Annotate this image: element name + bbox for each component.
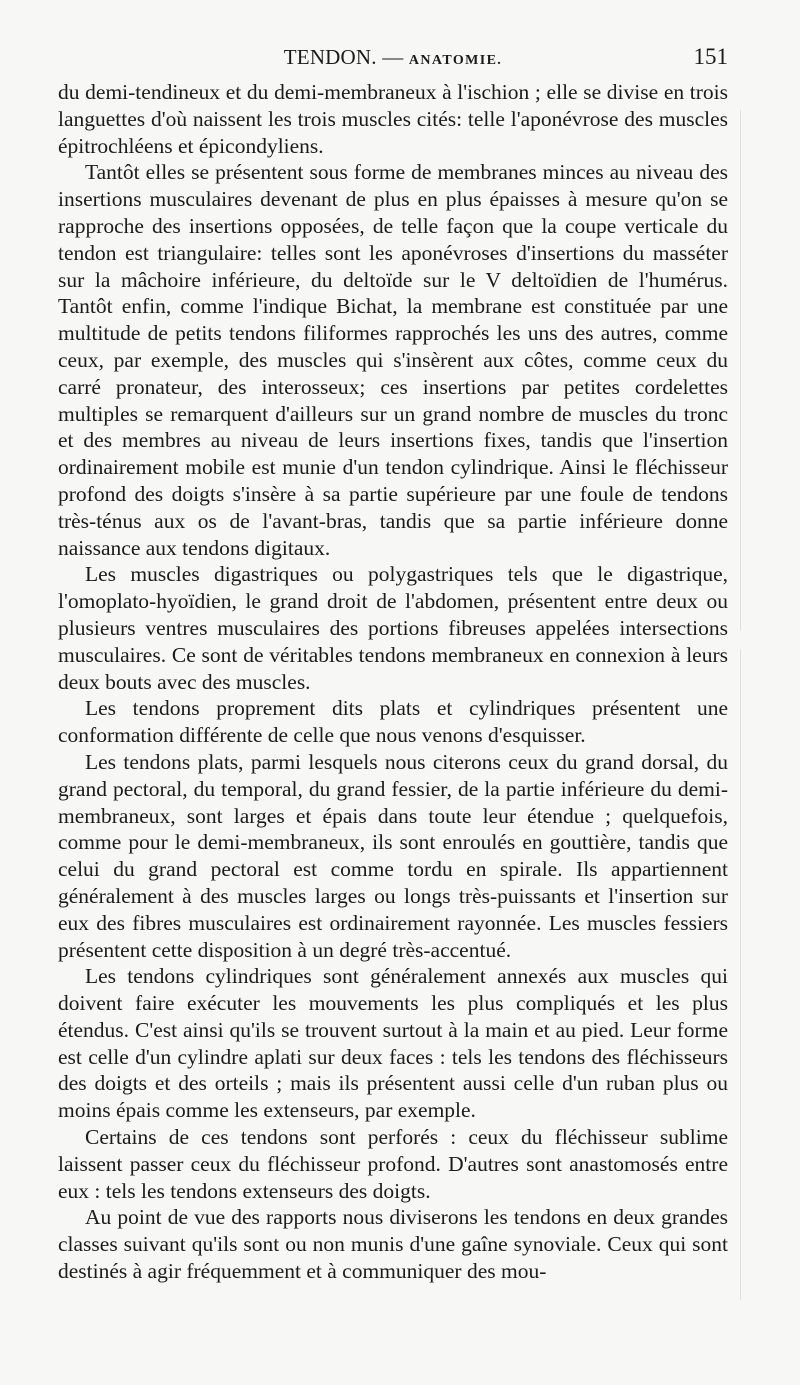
running-title (58, 42, 728, 76)
title-tendon: TENDON. (283, 45, 377, 69)
paragraph-3: Les muscles digastriques ou polygastriques tels que le digastrique, l'omoplato-hyoïdien, le grand droit de l'abdomen, présentent entre deux ou plusieurs ventres musculaires des portions fibreuses appelées intersections musculaires. Ce sont de véritables tendons membraneux en connexion à leurs deux bouts avec des muscles. (58, 562, 728, 694)
title-anatomie: ANATOMIE. (408, 53, 503, 68)
paragraph-5: Les tendons plats, parmi lesquels nous citerons ceux du grand dorsal, du grand pectoral, du temporal, du grand fessier, de la partie inférieure du demi-membraneux, sont larges et épais dans toute leur étendue ; quelquefois, comme pour le demi-membraneux, ils sont enroulés en gouttière, tandis que celui du grand pectoral est comme tordu en spirale. Ils appartiennent généralement à des muscles larges ou longs très-puissants et l'insertion sur eux des fibres musculaires est ordinairement rayonnée. Les muscles fessiers présentent cette disposition à un degré très-accentué. (58, 749, 728, 962)
paragraph-2: Tantôt elles se présentent sous forme de membranes minces au niveau des insertions musculaires devenant de plus en plus épaisses à mesure qu'on se rapproche des insertions opposées, de telle façon que la coupe verticale du tendon est triangulaire: telles sont les aponévroses d'insertions du masséter sur la mâchoire inférieure, du deltoïde sur le V deltoïdien de l'humérus. Tantôt enfin, comme l'indique Bichat, la membrane est constituée par une multitude de petits tendons filiformes rapprochés les uns des autres, comme ceux, par exemple, des muscles qui s'insèrent aux côtes, comme ceux du carré pronateur, des interosseux; ces insertions par petites cordelettes multiples se remarquent d'ailleurs sur un grand nombre de muscles du tronc et des membres au niveau de leurs insertions fixes, tandis que l'insertion ordinairement mobile est munie d'un tendon cylindrique. Ainsi le fléchisseur profond des doigts s'insère à sa partie supérieure par une foule de tendons très-ténus aux os de l'avant-bras, tandis que sa partie inférieure donne naissance aux tendons digitaux. (58, 160, 728, 560)
paragraph-7: Certains de ces tendons sont perforés : ceux du fléchisseur sublime laissent passer ceux du fléchisseur profond. D'autres sont anastomosés entre eux : tels les tendons extenseurs des doigts. (58, 1125, 728, 1203)
body-text (58, 79, 728, 1319)
paragraph-1: du demi-tendineux et du demi-membraneux à l'ischion ; elle se divise en trois languettes d'où naissent les trois muscles cités: telle l'aponévrose des muscles épitrochléens et épicondyliens. (58, 80, 728, 158)
page-edge-shadow-bottom (740, 650, 741, 1300)
page-edge-shadow-top (740, 110, 741, 630)
page-number: 151 (693, 44, 728, 69)
paragraph-6: Les tendons cylindriques sont généralement annexés aux muscles qui doivent faire exécuter les mouvements les plus compliqués et les plus étendus. C'est ainsi qu'ils se trouvent surtout à la main et au pied. Leur forme est celle d'un cylindre aplati sur deux faces : tels les tendons des fléchisseurs des doigts et des orteils ; mais ils présentent aussi celle d'un ruban plus ou moins épais comme les extenseurs, par exemple. (58, 964, 728, 1123)
paragraph-4: Les tendons proprement dits plats et cylindriques présentent une conformation différente de celle que nous venons d'esquisser. (58, 696, 728, 748)
title-dash: — (382, 45, 404, 69)
running-header (58, 42, 728, 72)
paragraph-8: Au point de vue des rapports nous diviserons les tendons en deux grandes classes suivant qu'ils sont ou non munis d'une gaîne synoviale. Ceux qui sont destinés à agir fréquemment et à communiquer des mou- (58, 1205, 728, 1284)
